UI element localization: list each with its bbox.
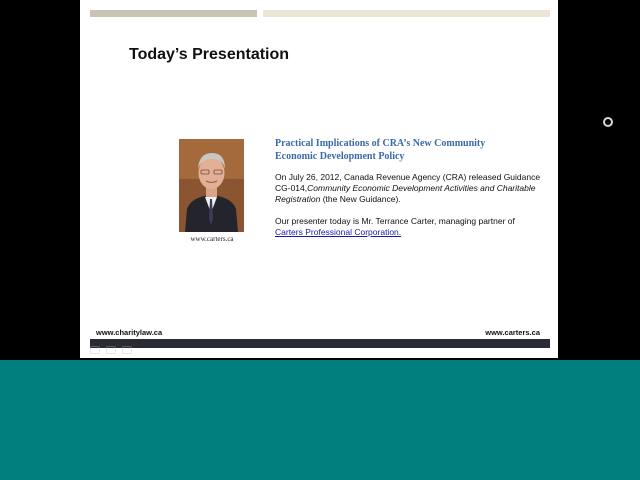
top-decor-bar-left	[90, 10, 257, 17]
footer-bar	[90, 339, 550, 348]
paragraph-presenter-prefix: Our presenter today is Mr. Terrance Carter, managing partner of	[275, 216, 515, 226]
slide-title: Today’s Presentation	[129, 46, 290, 63]
guidance-title: Community Economic Development Activities and Charitable Registration	[275, 183, 536, 204]
slide-content	[275, 137, 545, 238]
top-decor-bar-right	[263, 10, 550, 17]
heading-line-2: Economic Development Policy	[275, 151, 405, 162]
loading-spinner-icon	[603, 117, 613, 127]
bottom-band	[0, 360, 640, 480]
paragraph-guidance-suffix: (the New Guidance).	[320, 194, 401, 204]
presenter-photo	[179, 139, 244, 232]
content-heading	[275, 137, 545, 163]
heading-line-1: Practical Implications of CRA’s New Community	[275, 138, 486, 149]
footer-left-url: www.charitylaw.ca	[96, 328, 163, 337]
carters-link[interactable]: Carters Professional Corporation.	[275, 227, 402, 237]
footer-right-url: www.carters.ca	[485, 328, 540, 337]
next-slide-button[interactable]	[106, 346, 116, 354]
slide-menu-button[interactable]	[122, 346, 132, 354]
slide-controls	[90, 345, 150, 355]
paragraph-presenter	[275, 216, 545, 238]
prev-slide-button[interactable]	[90, 346, 100, 354]
presentation-slide	[80, 0, 558, 358]
photo-caption: www.carters.ca	[190, 235, 234, 243]
paragraph-guidance-prefix: On July 26, 2012, Canada Revenue Agency (CRA) released Guidance CG-014,	[275, 172, 541, 193]
paragraph-guidance	[275, 172, 545, 205]
